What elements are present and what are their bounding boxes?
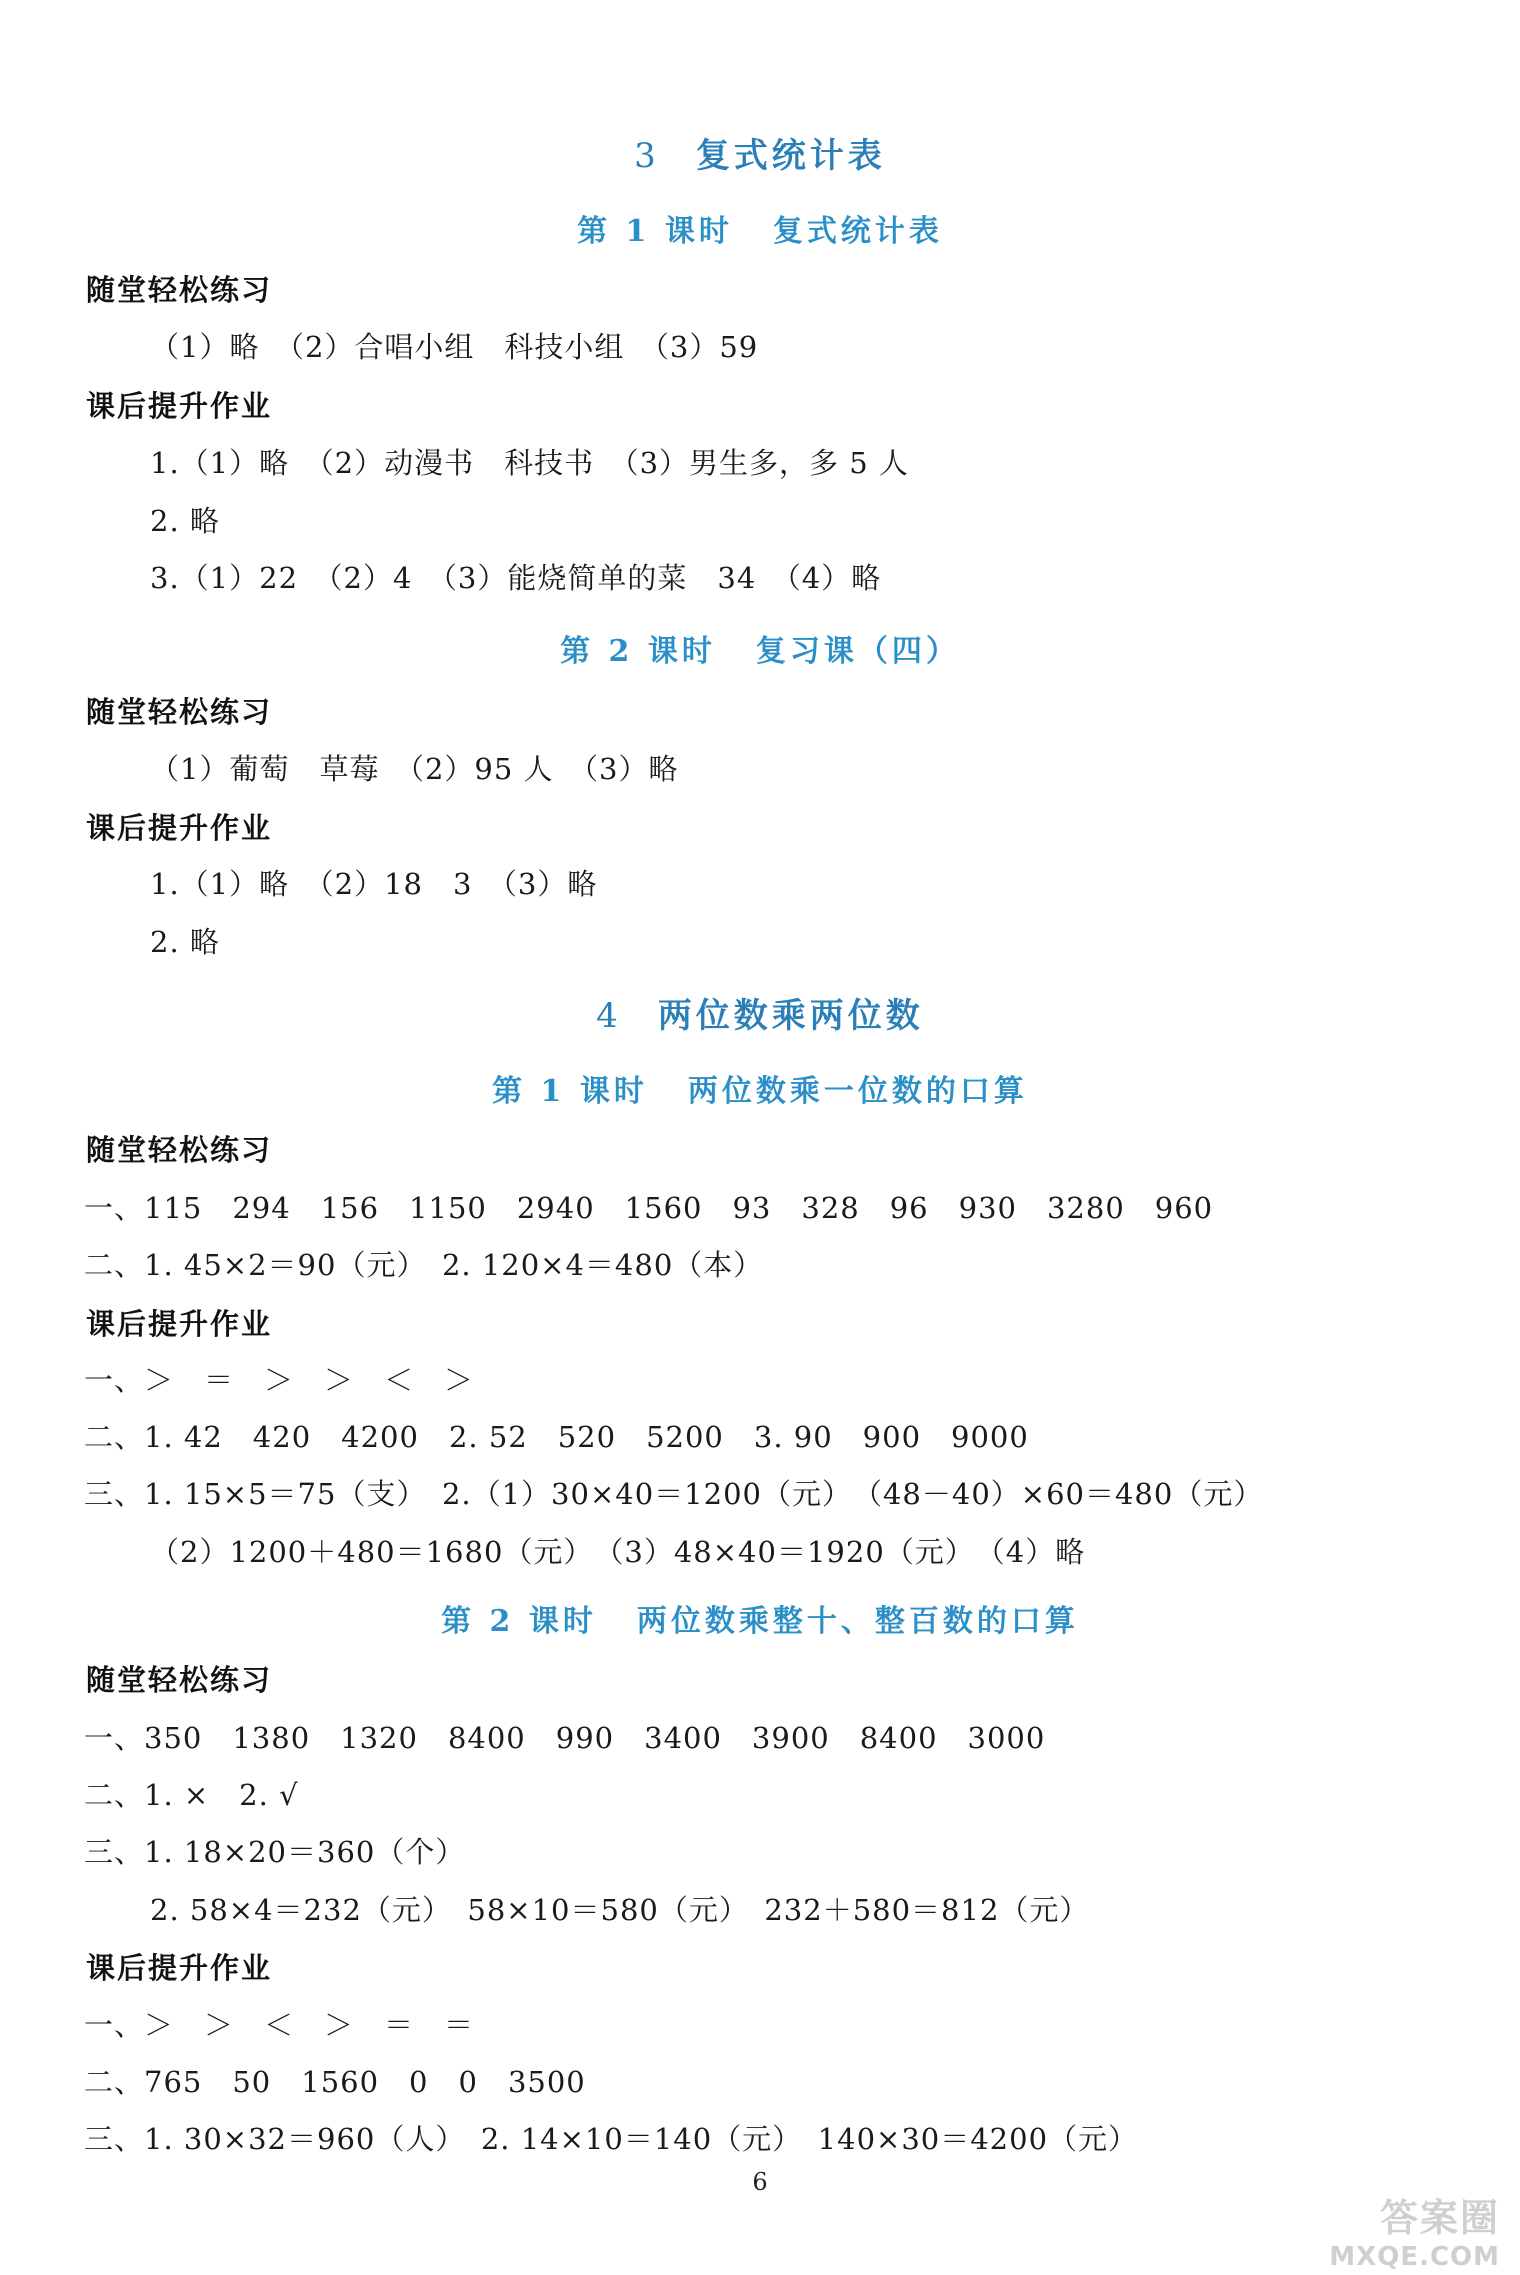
- answer-line: 二、765 50 1560 0 0 3500: [84, 2065, 586, 2099]
- answer-line: 二、1. 42 420 4200 2. 52 520 5200 3. 90 900 9000: [84, 1420, 1029, 1454]
- lesson-title: [0, 626, 1520, 670]
- answer-line: （1）略 （2）合唱小组 科技小组 （3）59: [150, 330, 759, 364]
- answer-line: 2. 略: [150, 504, 220, 538]
- page-number: 6: [752, 2168, 768, 2196]
- chapter-title: [0, 988, 1520, 1037]
- answer-line: 一、＞ ＞ ＜ ＞ ＝ ＝: [84, 2008, 475, 2042]
- answer-line: 三、1. 30×32＝960（人） 2. 14×10＝140（元） 140×30＝4200（元）: [84, 2122, 1139, 2156]
- section-heading: 随堂轻松练习: [86, 273, 273, 307]
- lesson-name: 两位数乘一位数的口算: [687, 1074, 1028, 1109]
- chapter-number: 3: [634, 136, 660, 176]
- answer-line: 一、115 294 156 1150 2940 1560 93 328 96 930 3280 960: [84, 1191, 1214, 1225]
- section-heading: 课后提升作业: [86, 811, 273, 845]
- section-heading: 课后提升作业: [86, 1307, 273, 1341]
- site-watermark: [1290, 2187, 1500, 2272]
- chapter-name: 两位数乘两位数: [657, 996, 924, 1036]
- lesson-title: [0, 206, 1520, 250]
- watermark-url: MXQE.COM: [1329, 2242, 1500, 2272]
- answer-line: 二、1. × 2. √: [84, 1778, 299, 1812]
- lesson-label: 第 1 课时: [492, 1074, 648, 1109]
- section-heading: 随堂轻松练习: [86, 1663, 273, 1697]
- answer-line: 1.（1）略 （2）动漫书 科技书 （3）男生多，多 5 人: [150, 446, 909, 480]
- lesson-title: [0, 1596, 1520, 1640]
- lesson-label: 第 2 课时: [560, 634, 716, 669]
- lesson-title: [0, 1066, 1520, 1110]
- section-heading: 随堂轻松练习: [86, 1133, 273, 1167]
- answer-line: 2. 58×4＝232（元） 58×10＝580（元） 232＋580＝812（元）: [150, 1893, 1090, 1927]
- answer-line: 3.（1）22 （2）4 （3）能烧简单的菜 34 （4）略: [150, 561, 882, 595]
- chapter-name: 复式统计表: [695, 136, 886, 176]
- lesson-label: 第 1 课时: [577, 214, 733, 249]
- answer-line: 1.（1）略 （2）18 3 （3）略: [150, 867, 598, 901]
- lesson-name: 复习课（四）: [755, 634, 960, 669]
- lesson-name: 两位数乘整十、整百数的口算: [636, 1604, 1079, 1639]
- answer-line: 三、1. 15×5＝75（支） 2.（1）30×40＝1200（元） （48－40）×60＝480（元）: [84, 1477, 1264, 1511]
- answer-line: 二、1. 45×2＝90（元） 2. 120×4＝480（本）: [84, 1248, 764, 1282]
- lesson-label: 第 2 课时: [441, 1604, 597, 1639]
- chapter-number: 4: [596, 996, 622, 1036]
- answer-line: 一、350 1380 1320 8400 990 3400 3900 8400 3000: [84, 1721, 1046, 1755]
- answer-line: 三、1. 18×20＝360（个）: [84, 1835, 466, 1869]
- answer-line: 一、＞ ＝ ＞ ＞ ＜ ＞: [84, 1363, 475, 1397]
- section-heading: 随堂轻松练习: [86, 695, 273, 729]
- chapter-title: [0, 128, 1520, 177]
- lesson-name: 复式统计表: [772, 214, 943, 249]
- section-heading: 课后提升作业: [86, 1951, 273, 1985]
- answer-line: 2. 略: [150, 925, 220, 959]
- answer-line: （2）1200＋480＝1680（元） （3）48×40＝1920（元） （4）略: [150, 1535, 1086, 1569]
- watermark-logo-text: 答案圈: [1379, 2196, 1500, 2240]
- answer-line: （1）葡萄 草莓 （2）95 人 （3）略: [150, 752, 679, 786]
- section-heading: 课后提升作业: [86, 389, 273, 423]
